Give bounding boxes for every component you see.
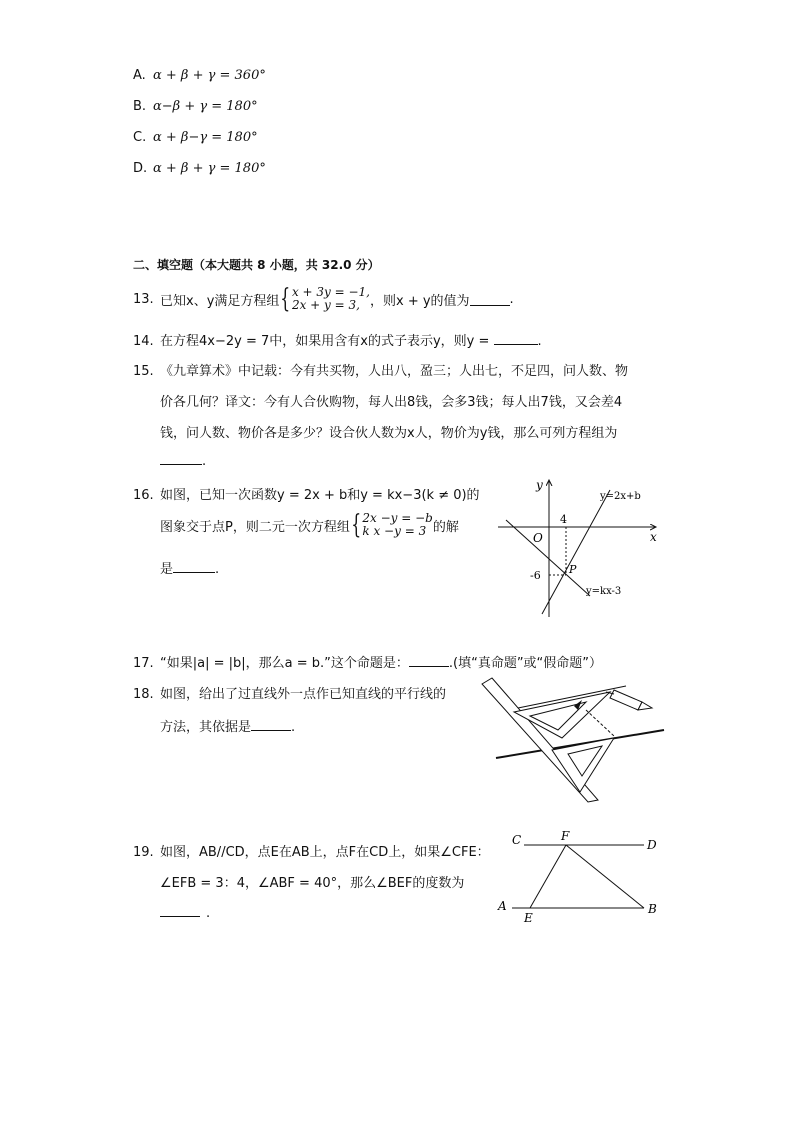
- question-number: 14.: [133, 334, 154, 349]
- segment-fb: [566, 845, 644, 908]
- equation-system: [350, 512, 433, 538]
- question-19-line2: ∠EFB = 3：4，∠ABF = 40°，那么∠BEF的度数为: [160, 876, 465, 891]
- y-axis-label: y: [536, 478, 543, 492]
- option-expr: α + β−γ = 180°: [153, 130, 258, 145]
- option-label: B.: [133, 99, 147, 114]
- label-f: F: [561, 829, 570, 843]
- question-16-line3: [160, 558, 219, 577]
- brace-icon: {: [280, 284, 291, 314]
- label-b: B: [648, 902, 657, 916]
- tick-y-label: -6: [530, 569, 541, 582]
- answer-blank[interactable]: [494, 332, 538, 345]
- origin-label: O: [533, 531, 543, 545]
- answer-blank[interactable]: [160, 904, 200, 917]
- answer-blank[interactable]: [470, 293, 510, 306]
- label-d: D: [647, 838, 657, 852]
- equation-line: 2x + y = 3,: [291, 298, 360, 312]
- answer-blank[interactable]: [173, 560, 215, 573]
- pencil-icon: [606, 690, 652, 710]
- option-expr: α−β + γ = 180°: [153, 99, 258, 114]
- equation-line: k x −y = 3: [362, 524, 427, 538]
- brace-icon: {: [351, 510, 362, 540]
- question-text: “如果|a| = |b|，那么a = b.”这个命题是：: [160, 656, 409, 671]
- option-label: A.: [133, 68, 146, 83]
- question-text: ，则x + y的值为: [370, 293, 470, 309]
- question-15: [133, 360, 628, 379]
- equation-line: 2x −y = −b: [362, 511, 433, 525]
- question-15-line4: [160, 452, 206, 469]
- question-end: .: [202, 454, 207, 469]
- question-number: 17.: [133, 656, 154, 671]
- question-end: .: [206, 906, 211, 921]
- option-label: D.: [133, 161, 148, 176]
- label-c: C: [512, 833, 522, 847]
- question-text: 如图，给出了过直线外一点作已知直线的平行线的: [160, 687, 447, 702]
- question-15-line2: 价各几何？译文：今有人合伙购物，每人出8钱，会多3钱；每人出7钱，又会差4: [160, 395, 623, 410]
- question-19: [133, 841, 490, 860]
- option-b: [133, 99, 258, 114]
- question-number: 13.: [133, 291, 154, 307]
- question-text: 方法，其依据是: [160, 720, 252, 735]
- line1-label: y=2x+b: [600, 491, 641, 502]
- question-text: 《九章算术》中记载：今有共买物，人出八，盈三；人出七，不足四，问人数、物: [160, 364, 629, 379]
- question-number: 16.: [133, 488, 154, 503]
- question-text: 在方程4x−2y = 7中，如果用含有x的式子表示y，则y =: [160, 334, 494, 349]
- question-text: 已知x、y满足方程组: [160, 293, 280, 309]
- option-expr: α + β + γ = 360°: [153, 68, 266, 83]
- option-d: [133, 161, 266, 176]
- question-number: 19.: [133, 845, 154, 860]
- question-16-line2: [160, 512, 459, 538]
- option-expr: α + β + γ = 180°: [153, 161, 266, 176]
- question-end: .: [291, 720, 296, 735]
- function-graph: [490, 472, 670, 622]
- question-19-line3: [160, 904, 210, 921]
- question-13: [133, 286, 514, 312]
- question-end: .: [537, 334, 542, 349]
- question-14: [133, 330, 542, 349]
- question-text: 是: [160, 562, 174, 577]
- question-18-line2: [160, 716, 295, 735]
- equation-system: [279, 286, 370, 312]
- question-end: .: [509, 291, 514, 307]
- option-a: [133, 68, 266, 83]
- question-text: .(填“真命题”或“假命题”）: [448, 656, 603, 671]
- point-label: P: [569, 563, 577, 576]
- option-c: [133, 130, 258, 145]
- section-title: 二、填空题（本大题共 8 小题，共 32.0 分）: [133, 258, 380, 272]
- dashed-slide-line: [586, 710, 614, 736]
- question-number: 18.: [133, 687, 154, 702]
- answer-blank[interactable]: [409, 654, 449, 667]
- parallel-lines-figure: [494, 828, 666, 928]
- line2-label: y=kx-3: [586, 586, 622, 597]
- label-e: E: [524, 911, 533, 925]
- x-axis-label: x: [650, 530, 657, 544]
- question-end: .: [215, 562, 220, 577]
- question-text: 如图，已知一次函数y = 2x + b和y = kx−3(k ≠ 0)的: [160, 488, 480, 503]
- question-16: [133, 484, 480, 503]
- question-text: 图象交于点P，则二元一次方程组: [160, 519, 350, 535]
- equation-line: x + 3y = −1,: [291, 285, 370, 299]
- answer-blank[interactable]: [160, 452, 202, 465]
- option-label: C.: [133, 130, 147, 145]
- tick-x-label: 4: [560, 513, 567, 526]
- question-18: [133, 683, 446, 702]
- answer-blank[interactable]: [251, 718, 291, 731]
- label-a: A: [498, 899, 507, 913]
- question-17: [133, 652, 602, 671]
- question-text: 的解: [432, 519, 459, 535]
- question-text: 如图，AB//CD，点E在AB上，点F在CD上，如果∠CFE：: [160, 845, 490, 860]
- segment-fe: [530, 845, 566, 908]
- set-square-figure: [478, 672, 668, 804]
- question-15-line3: 钱，问人数、物价各是多少？设合伙人数为x人，物价为y钱，那么可列方程组为: [160, 426, 618, 441]
- question-number: 15.: [133, 364, 154, 379]
- line-kx-minus-3: [506, 520, 590, 596]
